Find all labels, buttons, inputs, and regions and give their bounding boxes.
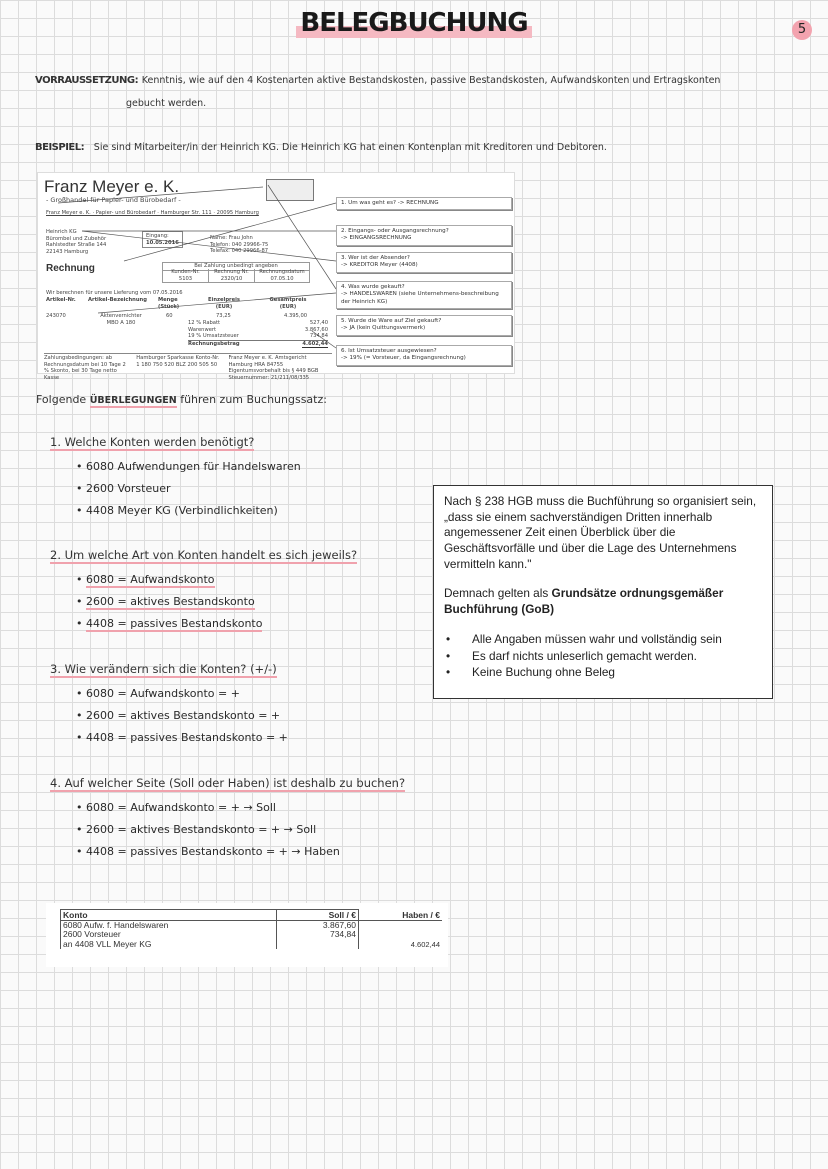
- list-item: • 6080 Aufwendungen für Handelswaren: [76, 460, 301, 473]
- prerequisite-block: [35, 72, 720, 86]
- gob-paragraph-2: Demnach gelten als Grundsätze ordnungsgemäßer Buchführung (GoB): [444, 586, 724, 617]
- callout-4: 4. Was wurde gekauft? -> HANDELSWAREN (siehe Unternehmens-beschreibung der Heinrich KG): [336, 281, 512, 309]
- list-item: • 2600 = aktives Bestandskonto = +: [76, 709, 288, 722]
- question-1: 1. Welche Konten werden benötigt?: [50, 435, 255, 449]
- list-item: • 4408 = passives Bestandskonto = +: [76, 731, 288, 744]
- list-item: • Es darf nichts unleserlich gemacht werden.: [444, 649, 766, 665]
- list-item: • 6080 = Aufwandskonto = + → Soll: [76, 801, 340, 814]
- callout-1: 1. Um was geht es? -> RECHNUNG: [336, 197, 512, 210]
- list-item: • 2600 = aktives Bestandskonto: [76, 595, 262, 608]
- example-block: [35, 139, 607, 153]
- invoice-delivery-line: Wir berechnen für unsere Lieferung vom 07.05.2016: [46, 290, 183, 296]
- list-item: • 2600 = aktives Bestandskonto = + → Soll: [76, 823, 340, 836]
- list-item: • 4408 Meyer KG (Verbindlichkeiten): [76, 504, 301, 517]
- page-title: BELEGBUCHUNG: [0, 8, 828, 38]
- prerequisite-text-line1: Kenntnis, wie auf den 4 Kostenarten aktive Bestandskosten, passive Bestandskosten, Aufwandskonten und Ertragskonten: [141, 75, 721, 86]
- invoice-scan: Franz Meyer e. K. - Großhandel für Papier- und Bürobedarf - Franz Meyer e. K. · Papier- und Bürobedarf · Hamburger Str. 111 · 20095 Hamburg Heinrich KG Bürombel und Zubehör Rahlstedter Straße 144 22143 Hamburg Eingang: 10.05.2016 Name: Frau John Telefon: 040 29966-75 Telefax: 040 29966-87 Rechnung Bei Zahlung unbedingt angeben Kunden-Nr. 5103 Rechnung Nr. 2320/10 Rechnungsdatum 07.05.10 Wir berechnen für unsere Lieferung vom 07.05.2016 Artikel-Nr. Artikel-Bezeichnung Menge (Stück) Einzelpreis (EUR) Gesamtpreis (EUR) 243070 Aktenvernichter MBO A 180 60 73,25 4.395,00 12 % Rabatt 527,40 Warenwert 3.867,60 19 % Umsatzsteuer 734,84 Rechnungsbetrag 4.602,44 Zahlungsbedingungen: ab Rechnungsdatum bei 10 Tage 2 % Skonto, bei 30 Tage netto Kasse Hamburger Sparkasse Konto-Nr. 1 180 750 520 BLZ 200 505 50 Franz Meyer e. K. Amtsgericht Hamburg HRA 84755 Eigentumsvorbehalt bis § 449 BGB Steuernummer: 21/211/08/335 1. Um was geht es? -> RECHNUNG 2. Eingangs- oder Ausgangsrechnung? -> EINGANGSRECHNUNG 3. Wer ist der Absender? -> KREDITOR Meyer (4408) 4. Was wurde gekauft? -> HANDELSWAREN (siehe Unternehmens-beschreibung der Heinrich KG) 5. Wurde die Ware auf Ziel gekauft? -> JA (kein Quittungsvermerk) 6. Ist Umsatzsteuer ausgewiesen? -> 19% (= Vorsteuer, da Eingangsrechnung): [38, 173, 514, 373]
- prerequisite-label: VORRAUSSETZUNG:: [35, 75, 139, 86]
- gob-paragraph-1: Nach § 238 HGB muss die Buchführung so organisiert sein, „dass sie einem sachverständigen Dritten innerhalb angemessener Zeit einen Überblick über die Geschäftsvorfälle und über die Lage des Unternehmens vermitteln kann.": [444, 494, 757, 571]
- invoice-recipient: Heinrich KG Bürombel und Zubehör Rahlstedter Straße 144 22143 Hamburg: [46, 229, 107, 255]
- question-2-list: [76, 573, 262, 639]
- list-item: • Keine Buchung ohne Beleg: [444, 665, 766, 681]
- invoice-calc: 12 % Rabatt 527,40 Warenwert 3.867,60 19 % Umsatzsteuer 734,84 Rechnungsbetrag 4.602,44: [188, 320, 328, 347]
- example-label: BEISPIEL:: [35, 142, 85, 153]
- list-item: • 2600 Vorsteuer: [76, 482, 301, 495]
- list-item: • 6080 = Aufwandskonto = +: [76, 687, 288, 700]
- prerequisite-text-line2: gebucht werden.: [126, 98, 207, 109]
- invoice-meta: Kunden-Nr. 5103 Rechnung Nr. 2320/10 Rechnungsdatum 07.05.10: [162, 269, 310, 283]
- example-text: Sie sind Mitarbeiter/in der Heinrich KG. Die Heinrich KG hat einen Kontenplan mit Kreditoren und Debitoren.: [93, 142, 607, 153]
- list-item: • 6080 = Aufwandskonto: [76, 573, 262, 586]
- callout-3: 3. Wer ist der Absender? -> KREDITOR Meyer (4408): [336, 252, 512, 273]
- gob-bullet-list: [444, 632, 766, 681]
- invoice-pay-note: Bei Zahlung unbedingt angeben: [162, 262, 310, 271]
- question-1-list: [76, 460, 301, 526]
- booking-table: [60, 909, 442, 949]
- question-4: 4. Auf welcher Seite (Soll oder Haben) ist deshalb zu buchen?: [50, 776, 406, 790]
- question-2: 2. Um welche Art von Konten handelt es sich jeweils?: [50, 548, 358, 562]
- table-header-row: Konto Soll / € Haben / €: [61, 910, 443, 921]
- invoice-contact: Name: Frau John Telefon: 040 29966-75 Telefax: 040 29966-87: [210, 235, 269, 254]
- invoice-eingang-stamp: Eingang: 10.05.2016: [142, 231, 183, 248]
- list-item: • Alle Angaben müssen wahr und vollständig sein: [444, 632, 766, 648]
- callout-2: 2. Eingangs- oder Ausgangsrechnung? -> EINGANGSRECHNUNG: [336, 225, 512, 246]
- list-item: • 4408 = passives Bestandskonto: [76, 617, 262, 630]
- question-3: 3. Wie verändern sich die Konten? (+/-): [50, 662, 277, 676]
- page-number-badge: 5: [792, 20, 812, 40]
- invoice-company: Franz Meyer e. K.: [44, 177, 180, 196]
- table-row: 6080 Aufw. f. Handelswaren 2600 Vorsteuer an 4408 VLL Meyer KG 3.867,60 734,84 4.602,44: [61, 921, 443, 950]
- callout-6: 6. Ist Umsatzsteuer ausgewiesen? -> 19% (= Vorsteuer, da Eingangsrechnung): [336, 345, 512, 366]
- invoice-sender-line: Franz Meyer e. K. · Papier- und Bürobedarf · Hamburger Str. 111 · 20095 Hamburg: [46, 210, 259, 216]
- invoice-subtitle: - Großhandel für Papier- und Bürobedarf -: [46, 196, 181, 204]
- gob-info-box: [433, 485, 773, 699]
- considerations-intro: Folgende ÜBERLEGUNGEN führen zum Buchungssatz:: [36, 393, 327, 406]
- invoice-footer: Zahlungsbedingungen: ab Rechnungsdatum bei 10 Tage 2 % Skonto, bei 30 Tage netto Kasse Hamburger Sparkasse Konto-Nr. 1 180 750 520 BLZ 200 505 50 Franz Meyer e. K. Amtsgericht Hamburg HRA 84755 Eigentumsvorbehalt bis § 449 BGB Steuernummer: 21/211/08/335: [44, 353, 332, 381]
- list-item: • 4408 = passives Bestandskonto = + → Haben: [76, 845, 340, 858]
- callout-5: 5. Wurde die Ware auf Ziel gekauft? -> JA (kein Quittungsvermerk): [336, 315, 512, 336]
- booking-table-card: [46, 903, 448, 967]
- question-4-list: [76, 801, 340, 867]
- invoice-heading: Rechnung: [46, 263, 95, 274]
- question-3-list: [76, 687, 288, 753]
